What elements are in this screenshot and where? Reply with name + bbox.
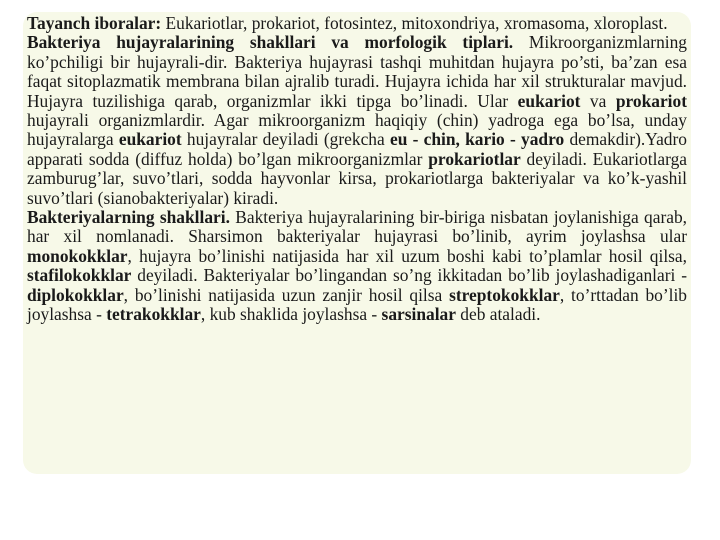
text-run: deyiladi. Eukariotlarga zamburug’lar, suvo’tlari, sodda hayvonlar kirsa, prokariotlarga bakteriyalar va ko’k-yashil suvo’tlari (sianobakteriyalar) kiradi. <box>27 148 688 208</box>
text-run: Bakteriya hujayralarining bir-biriga nisbatan joylanishiga qarab, har xil nomlanadi. Sharsimon bakteriyalar hujayrasi bo’linib, ayrim joylashsa ular <box>27 207 687 247</box>
text-content <box>27 14 687 325</box>
text-run: , kub shaklida joylashsa - <box>200 304 382 325</box>
text-run: hujayrali organizmlardir. Agar mikroorganizm haqiqiy (chin) yadroga ega bo’lsa, unday hujayralarga <box>27 110 687 150</box>
paragraph-bacteria-shapes <box>27 208 687 324</box>
bold-term: prokariot <box>615 90 687 111</box>
bold-term: streptokokklar <box>449 284 560 305</box>
bold-term: diplokokklar <box>27 284 124 305</box>
bold-term: eu - chin, kario - yadro <box>389 129 565 150</box>
bold-term: eukariot <box>517 90 581 111</box>
bold-term: Tayanch iboralar: <box>27 13 162 33</box>
text-run: Eukariotlar, prokariot, fotosintez, mitoxondriya, xromasoma, xloroplast. <box>161 13 668 33</box>
text-run: va <box>580 90 616 111</box>
bold-term: stafilokokklar <box>27 265 132 286</box>
text-run: deb ataladi. <box>455 304 541 325</box>
bold-term: tetrakokklar <box>106 304 201 325</box>
bold-term: Bakteriyalarning shakllari. <box>27 207 230 228</box>
bold-term: prokariotlar <box>428 148 521 169</box>
text-run: deyiladi. Bakteriyalar bo’lingandan so’ng ikkitadan bo’lib joylashadiganlari - <box>131 265 687 286</box>
text-run: hujayralar deyiladi (grekcha <box>181 129 390 150</box>
text-run: demakdir).Yadro apparati sodda (diffuz holda) bo’lgan mikroorganizmlar <box>27 129 687 169</box>
bold-term: monokokklar <box>27 245 128 266</box>
text-run: , to’rttadan bo’lib joylashsa - <box>27 284 688 325</box>
paragraph-key-terms <box>27 14 687 33</box>
bold-term: sarsinalar <box>381 304 456 325</box>
text-run: Mikroorganizmlarning ko’pchiligi bir hujayrali-dir. Bakteriya hujayrasi tashqi muhitdan hujayra po’sti, ba’zan esa faqat sitoplazmatik membrana bilan ajralib turadi. Hujayra ichida har xil strukturalar mavjud. Hujayra tuzilishiga qarab, organizmlar ikki tipga bo’linadi. Ular <box>27 32 687 111</box>
paragraph-cell-shapes <box>27 33 687 208</box>
text-run: , hujayra bo’linishi natijasida har xil uzum boshi kabi to’plamlar hosil qilsa, <box>127 245 687 266</box>
text-run: , bo’linishi natijasida uzun zanjir hosil qilsa <box>123 284 450 305</box>
bold-term: Bakteriya hujayralarining shakllari va morfologik tiplari. <box>27 32 514 53</box>
bold-term: eukariot <box>118 129 182 150</box>
